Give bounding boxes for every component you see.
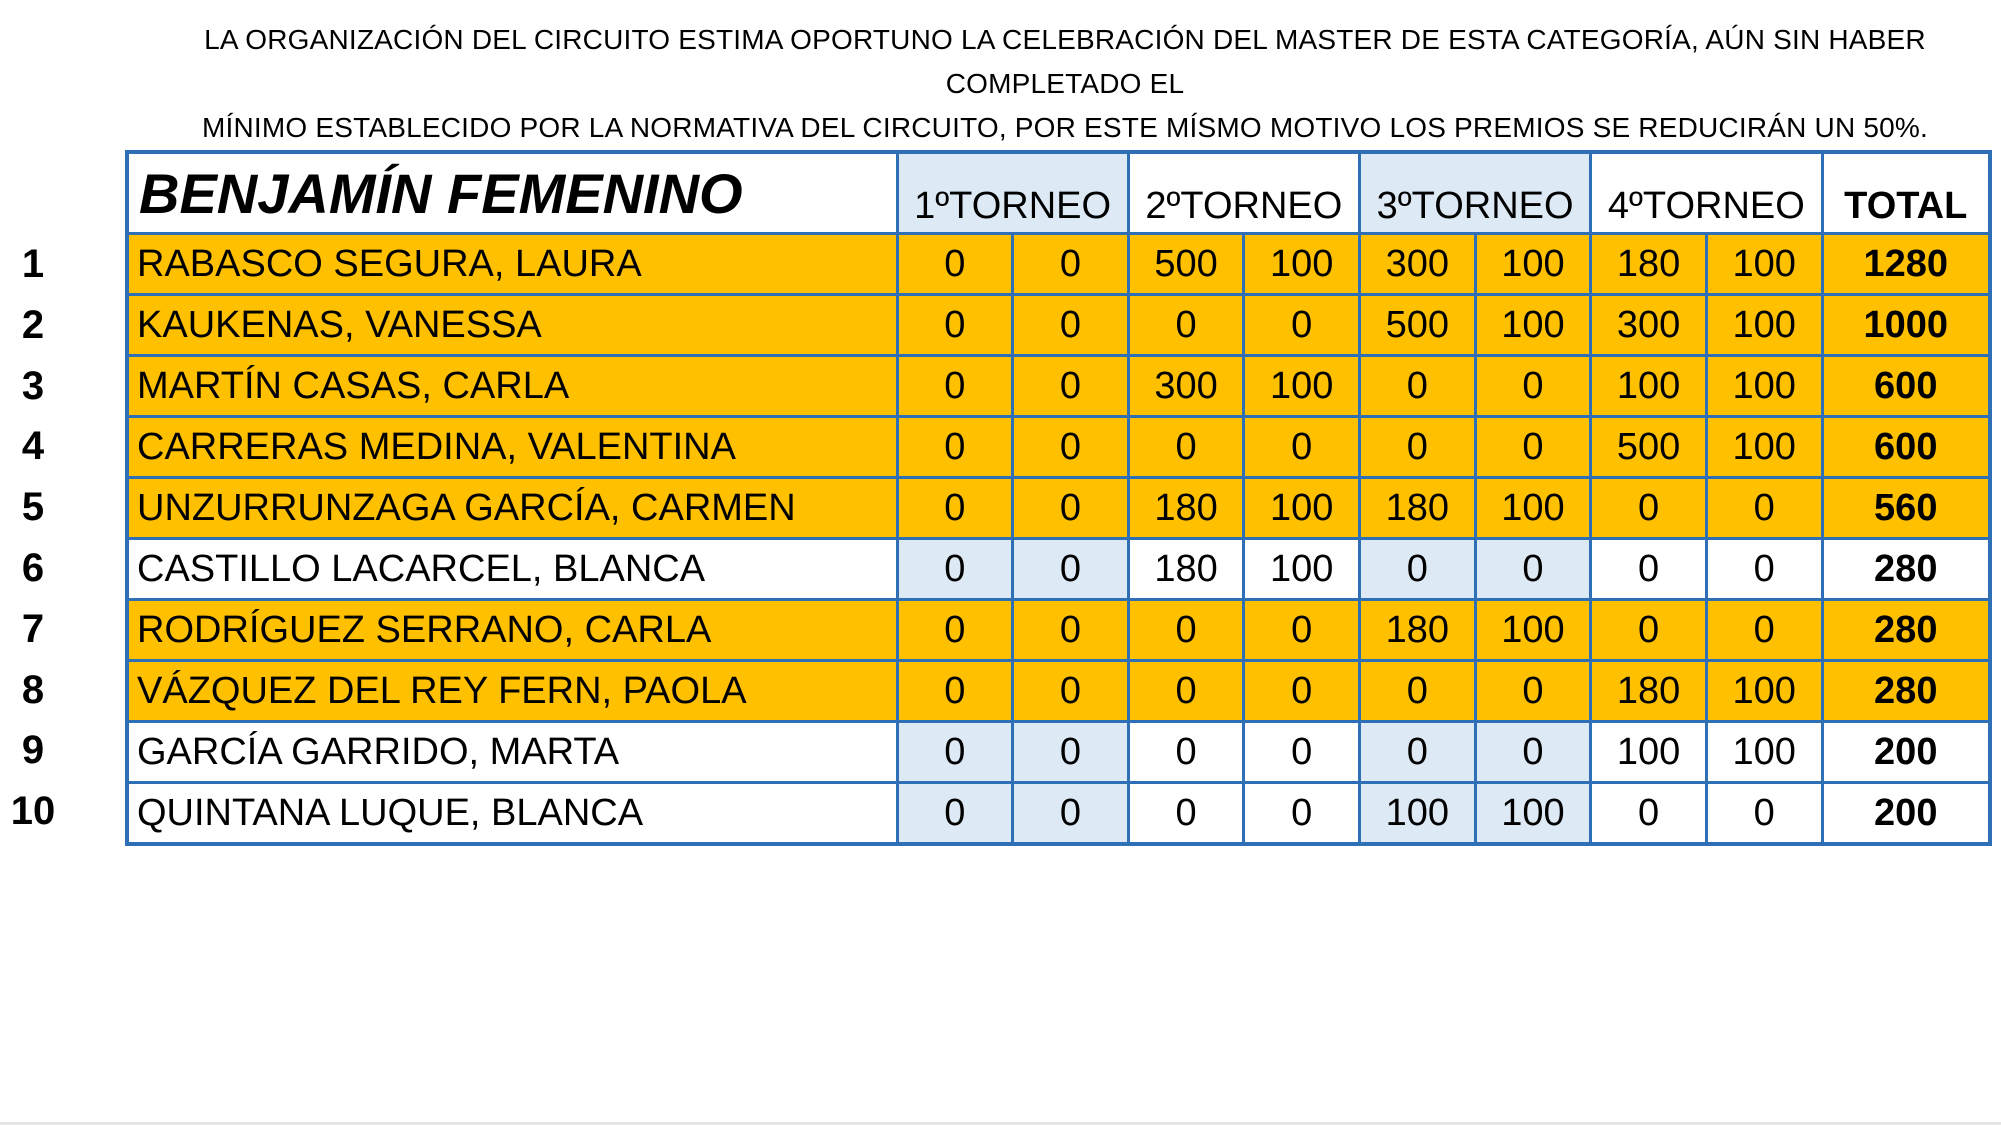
score-cell: 0 [1013,539,1129,600]
score-cell: 0 [897,722,1013,783]
table-row [127,539,1990,600]
score-cell: 0 [1013,722,1129,783]
total-cell: 1000 [1822,295,1990,356]
score-cell: 180 [1128,478,1244,539]
category-title: BENJAMÍN FEMENINO [127,152,897,234]
score-cell: 0 [1244,417,1360,478]
score-cell: 100 [1475,600,1591,661]
score-cell: 0 [1591,539,1707,600]
score-cell: 100 [1244,234,1360,295]
player-name: QUINTANA LUQUE, BLANCA [127,783,897,845]
score-cell: 0 [1128,295,1244,356]
score-cell: 0 [1475,661,1591,722]
table-row [127,783,1990,845]
rank-number: 9 [21,728,45,773]
score-cell: 0 [1244,295,1360,356]
player-name: VÁZQUEZ DEL REY FERN, PAOLA [127,661,897,722]
score-cell: 0 [1013,783,1129,845]
score-cell: 180 [1360,478,1476,539]
score-cell: 0 [1128,783,1244,845]
notice-line-2: MÍNIMO ESTABLECIDO POR LA NORMATIVA DEL CIRCUITO, POR ESTE MÍSMO MOTIVO LOS PREMIOS SE REDUCIRÁN UN 50%. [202,112,1928,143]
score-cell: 180 [1360,600,1476,661]
table-row [127,478,1990,539]
notice-line-1: LA ORGANIZACIÓN DEL CIRCUITO ESTIMA OPORTUNO LA CELEBRACIÓN DEL MASTER DE ESTA CATEGORÍA, AÚN SIN HABER COMPLETADO EL [204,24,1926,99]
score-cell: 100 [1706,722,1822,783]
table-row [127,417,1990,478]
score-cell: 100 [1475,783,1591,845]
header-torneo-3: 3ºTORNEO [1360,152,1591,234]
player-name: RODRÍGUEZ SERRANO, CARLA [127,600,897,661]
score-cell: 0 [1013,600,1129,661]
score-cell: 100 [1360,783,1476,845]
total-cell: 560 [1822,478,1990,539]
notice-text [150,18,1980,150]
score-cell: 0 [1475,356,1591,417]
score-cell: 300 [1591,295,1707,356]
score-cell: 0 [1706,783,1822,845]
score-cell: 0 [1128,722,1244,783]
score-cell: 0 [1475,539,1591,600]
table-row [127,295,1990,356]
score-cell: 500 [1128,234,1244,295]
score-cell: 0 [1128,417,1244,478]
total-cell: 1280 [1822,234,1990,295]
total-cell: 600 [1822,417,1990,478]
rank-number: 4 [21,424,45,469]
score-cell: 0 [897,661,1013,722]
header-torneo-2: 2ºTORNEO [1128,152,1359,234]
rank-number: 8 [21,667,45,712]
rank-number: 7 [21,606,45,651]
score-cell: 300 [1128,356,1244,417]
score-cell: 0 [897,295,1013,356]
table-row [127,356,1990,417]
table-row [127,661,1990,722]
rank-column [0,234,66,842]
score-cell: 0 [1706,600,1822,661]
score-cell: 100 [1475,295,1591,356]
score-cell: 0 [1591,478,1707,539]
score-cell: 0 [1128,661,1244,722]
score-cell: 100 [1706,234,1822,295]
score-cell: 500 [1591,417,1707,478]
score-cell: 0 [1360,356,1476,417]
table-row [127,234,1990,295]
score-cell: 0 [1244,661,1360,722]
score-cell: 0 [897,234,1013,295]
rank-number: 1 [21,242,45,286]
player-name: MARTÍN CASAS, CARLA [127,356,897,417]
score-cell: 100 [1591,356,1707,417]
score-cell: 100 [1244,356,1360,417]
player-name: CARRERAS MEDINA, VALENTINA [127,417,897,478]
score-cell: 100 [1244,478,1360,539]
total-cell: 200 [1822,722,1990,783]
score-cell: 0 [1128,600,1244,661]
rank-number: 10 [10,789,56,834]
score-cell: 0 [1360,417,1476,478]
total-cell: 280 [1822,661,1990,722]
score-cell: 100 [1706,661,1822,722]
score-cell: 0 [1244,722,1360,783]
score-cell: 0 [1244,783,1360,845]
score-cell: 0 [1706,478,1822,539]
score-cell: 0 [897,600,1013,661]
score-cell: 100 [1475,234,1591,295]
score-cell: 0 [1475,417,1591,478]
score-cell: 0 [1706,539,1822,600]
score-cell: 0 [1013,295,1129,356]
header-total: TOTAL [1822,152,1990,234]
score-cell: 0 [1360,661,1476,722]
score-cell: 0 [897,417,1013,478]
score-cell: 0 [1475,722,1591,783]
score-cell: 0 [1013,417,1129,478]
header-torneo-1: 1ºTORNEO [897,152,1128,234]
score-cell: 100 [1706,356,1822,417]
total-cell: 280 [1822,600,1990,661]
score-cell: 100 [1591,722,1707,783]
player-name: RABASCO SEGURA, LAURA [127,234,897,295]
score-cell: 0 [1013,356,1129,417]
rank-number: 3 [21,363,45,408]
score-cell: 100 [1706,417,1822,478]
score-cell: 0 [897,356,1013,417]
score-cell: 500 [1360,295,1476,356]
score-cell: 0 [1244,600,1360,661]
table-row [127,722,1990,783]
score-cell: 100 [1244,539,1360,600]
score-cell: 0 [1591,600,1707,661]
score-cell: 0 [1360,722,1476,783]
score-cell: 300 [1360,234,1476,295]
player-name: CASTILLO LACARCEL, BLANCA [127,539,897,600]
score-cell: 0 [897,783,1013,845]
total-cell: 600 [1822,356,1990,417]
score-cell: 0 [1013,661,1129,722]
player-name: GARCÍA GARRIDO, MARTA [127,722,897,783]
total-cell: 200 [1822,783,1990,845]
table-header-row [127,152,1990,234]
total-cell: 280 [1822,539,1990,600]
player-name: KAUKENAS, VANESSA [127,295,897,356]
score-cell: 180 [1591,234,1707,295]
score-cell: 0 [1360,539,1476,600]
table-row [127,600,1990,661]
score-cell: 100 [1706,295,1822,356]
score-cell: 0 [897,478,1013,539]
rank-number: 2 [21,302,45,347]
header-torneo-4: 4ºTORNEO [1591,152,1822,234]
rank-number: 6 [21,545,45,590]
score-cell: 0 [1013,234,1129,295]
score-cell: 0 [1013,478,1129,539]
score-cell: 180 [1591,661,1707,722]
standings-table [125,150,1992,846]
score-cell: 0 [1591,783,1707,845]
rank-number: 5 [21,485,45,530]
score-cell: 180 [1128,539,1244,600]
player-name: UNZURRUNZAGA GARCÍA, CARMEN [127,478,897,539]
score-cell: 0 [897,539,1013,600]
score-cell: 100 [1475,478,1591,539]
